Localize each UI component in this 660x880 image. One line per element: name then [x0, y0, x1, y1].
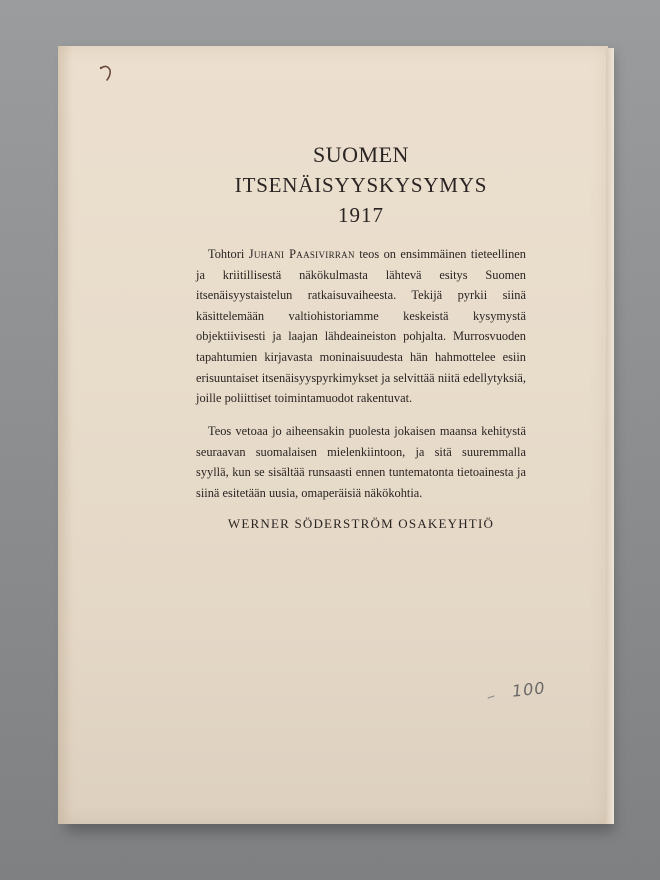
handwritten-note: 100 [511, 678, 547, 701]
title-line-1: SUOMEN [313, 142, 409, 167]
cover-text-block [196, 140, 526, 532]
pencil-mark-icon [98, 62, 116, 84]
title-line-2: ITSENÄISYYSKYSYMYS [234, 173, 488, 197]
title-line-3: 1917 [338, 203, 384, 227]
author-name: Juhani Paasivirran [248, 247, 355, 261]
handwritten-dots-icon [486, 690, 506, 702]
paragraph-1-rest: teos on ensimmäinen tieteellinen ja kriitillisestä näkökulmasta lähtevä esitys Suomen itsenäisyystaistelun ratkaisuvaiheesta. Tekijä pyrkii siinä käsittelemään valtiohistoriamme keskeistä kysymystä objektiivisesti ja laajan lähdeaineiston pohjalta. Murrosvuoden tapahtumien kirjavasta moninaisuudesta hän hahmottelee esiin erisuuntaiset itsenäisyyspyrkimykset ja selvittää niitä edellytyksiä, joille poliittiset toimintamuodot rakentuvat. [196, 247, 526, 406]
page-edge [606, 48, 614, 824]
publisher-name: WERNER SÖDERSTRÖM OSAKEYHTIÖ [227, 515, 495, 531]
paragraph-1-prefix: Tohtori [208, 247, 249, 261]
description-paragraph-2: Teos vetoaa jo aiheensakin puolesta jokaisen maansa kehitystä seuraavan suomalaisen mielenkiintoon, ja sitä suuremmalla syyllä, kun se sisältää runsaasti ennen tuntematonta tietoainesta ja siinä esitetään uusia, omaperäisiä näkökohtia. [196, 424, 526, 500]
description-paragraph-1 [196, 244, 526, 409]
